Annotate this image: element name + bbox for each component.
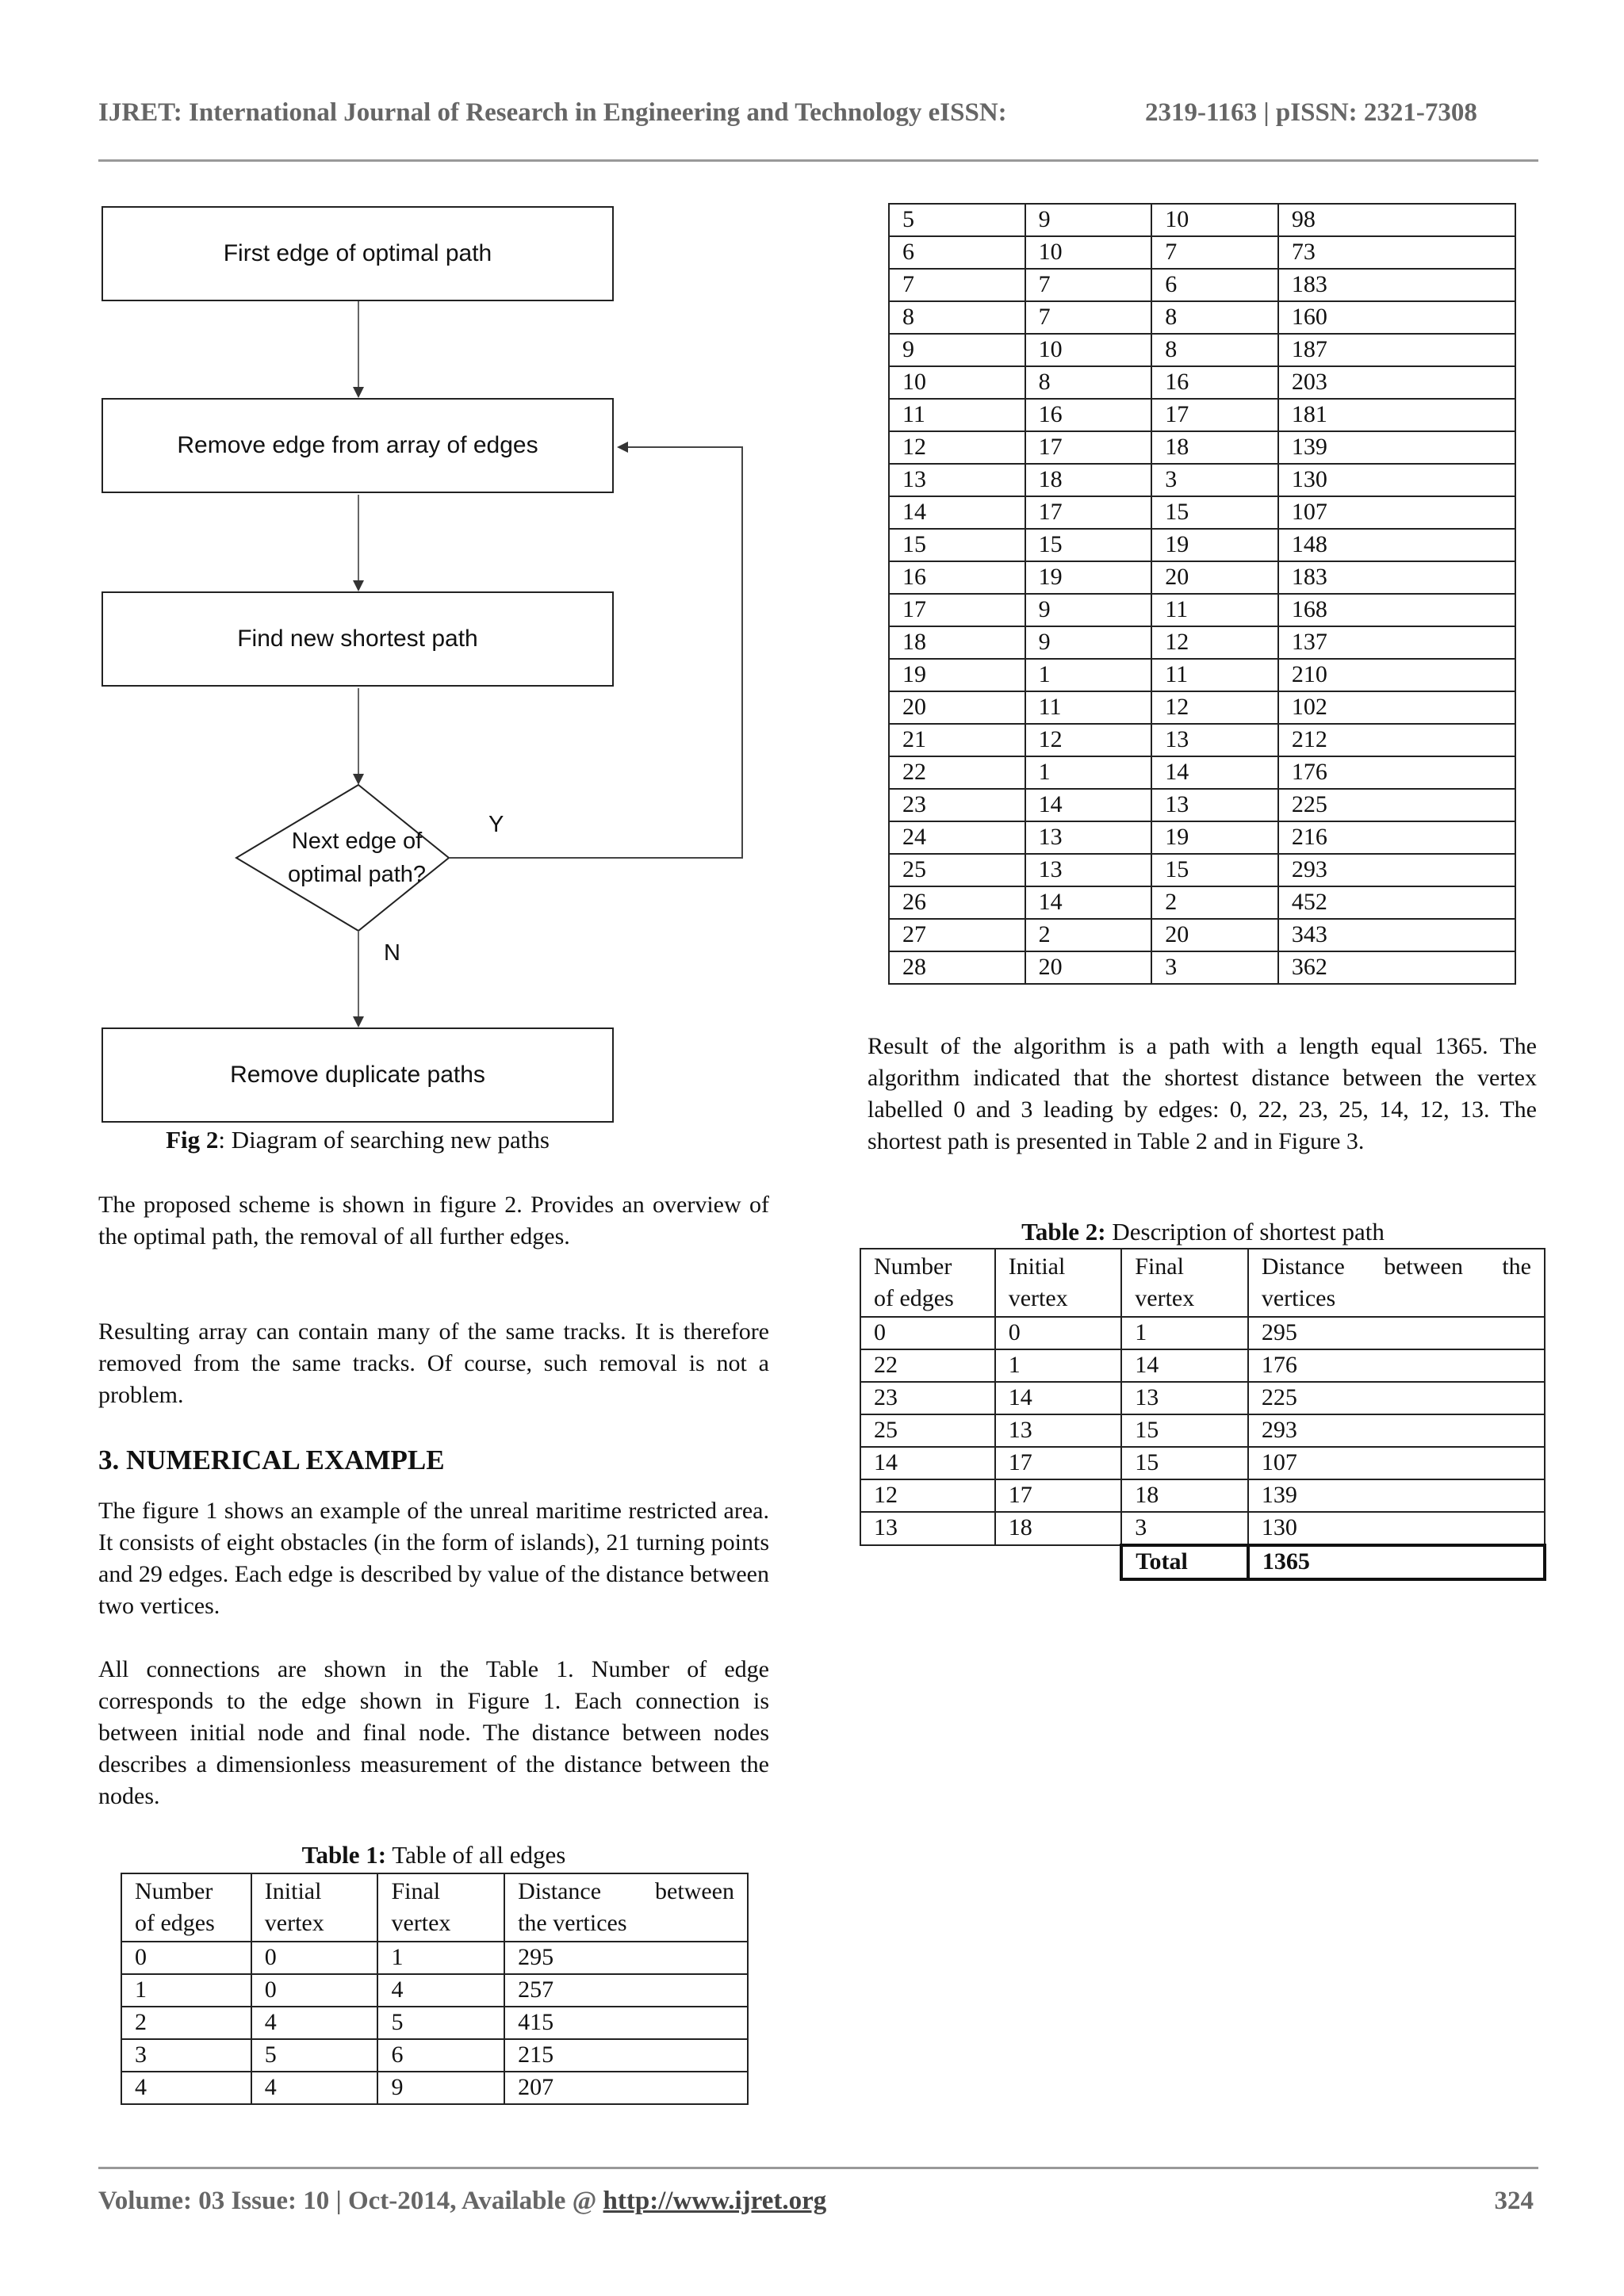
table-cell: 9 [1025,594,1152,626]
table-cell: 11 [1025,691,1152,724]
table-row [889,204,1515,236]
table-cell: 13 [889,464,1025,496]
table-cell: 11 [889,399,1025,431]
table-cell: 15 [889,529,1025,561]
flow-step-remove-edge: Remove edge from array of edges [102,398,614,493]
table-cell: 11 [1151,594,1278,626]
flow-no-label: N [384,940,400,966]
table-cell: 18 [889,626,1025,659]
table-cell: 27 [889,919,1025,951]
table-cell: 168 [1278,594,1515,626]
table-row [889,756,1515,789]
table-cell: 28 [889,951,1025,984]
table-cell: 8 [889,301,1025,334]
table-cell: 17 [1025,496,1152,529]
table-cell: 3 [1151,951,1278,984]
table-cell: 210 [1278,659,1515,691]
table1-caption-label: Table 1: [301,1841,387,1869]
table-row [889,529,1515,561]
table1-header-final: Final vertex [377,1873,504,1942]
table2-header-row [860,1249,1545,1317]
table-row [889,951,1515,984]
table-cell: 25 [889,854,1025,886]
table-cell: 343 [1278,919,1515,951]
table-row [889,464,1515,496]
table-row: 1 0 4 257 [121,1974,748,2007]
table-cell: 16 [1151,366,1278,399]
issn-numbers: 2319-1163 | pISSN: 2321-7308 [1145,98,1477,127]
table-cell: 11 [1151,659,1278,691]
table-cell: 293 [1278,854,1515,886]
table-cell: 13 [1025,854,1152,886]
table-cell: 18 [1025,464,1152,496]
table-cell: 137 [1278,626,1515,659]
table-cell: 19 [1025,561,1152,594]
table-cell: 98 [1278,204,1515,236]
table-cell: 9 [889,334,1025,366]
table-cell: 20 [1151,919,1278,951]
table-row [889,789,1515,821]
table-cell: 130 [1278,464,1515,496]
table-cell: 183 [1278,561,1515,594]
table-cell: 1 [1025,756,1152,789]
table-cell: 9 [1025,626,1152,659]
table-cell: 10 [1025,334,1152,366]
table-row: 12 17 18 139 [860,1479,1545,1512]
table-row [889,594,1515,626]
table-cell: 14 [889,496,1025,529]
footer-rule [98,2167,1538,2169]
table-cell: 6 [889,236,1025,269]
table-cell: 17 [889,594,1025,626]
table-cell: 14 [1151,756,1278,789]
table-cell: 216 [1278,821,1515,854]
flowchart-connectors [0,0,793,1142]
paragraph-connections: All connections are shown in the Table 1. Number of edge corresponds to the edge shown in Figure 1. Each connection is between initial node and final node. The distance between nodes describes a dimensionless measurement of the distance between the nodes. [98,1656,769,1809]
decision-line-1: Next edge of [291,828,423,854]
table-cell: 14 [1025,789,1152,821]
table-cell: 187 [1278,334,1515,366]
table-row: 25 13 15 293 [860,1414,1545,1447]
table-row [889,691,1515,724]
table-cell: 452 [1278,886,1515,919]
table-cell: 148 [1278,529,1515,561]
table-row [889,399,1515,431]
table-row: 2 4 5 415 [121,2007,748,2039]
table-cell: 7 [889,269,1025,301]
table-row [889,724,1515,756]
table-row: 14 17 15 107 [860,1447,1545,1479]
table2-total-row [860,1545,1545,1579]
table-cell: 3 [1151,464,1278,496]
table1-header-distance: Distance between the vertices [504,1873,748,1942]
paragraph-proposed-scheme: The proposed scheme is shown in figure 2. Provides an overview of the optimal path, the removal of all further edges. [98,1192,769,1249]
table-cell: 10 [1151,204,1278,236]
table-cell: 24 [889,821,1025,854]
table-cell: 20 [1151,561,1278,594]
table-cell: 10 [1025,236,1152,269]
table-cell: 15 [1025,529,1152,561]
table-cell: 8 [1025,366,1152,399]
page-number: 324 [1494,2187,1534,2215]
table-row: 0 0 1 295 [121,1942,748,1974]
table2-caption [860,1218,1546,1246]
paragraph-figure1: The figure 1 shows an example of the unreal maritime restricted area. It consists of eight obstacles (in the form of islands), 21 turning points and 29 edges. Each edge is described by value of the distance between two vertices. [98,1498,769,1619]
fig2-caption-text: : Diagram of searching new paths [218,1126,550,1154]
table-cell: 203 [1278,366,1515,399]
table2-header-final: Final vertex [1121,1249,1248,1317]
table-cell: 102 [1278,691,1515,724]
table-cell: 26 [889,886,1025,919]
table2 [860,1248,1546,1581]
table-row [889,366,1515,399]
table-row [889,821,1515,854]
paragraph-resulting-array: Resulting array can contain many of the same tracks. It is therefore removed from the same tracks. Of course, such removal is not a problem. [98,1318,769,1408]
table-cell: 15 [1151,496,1278,529]
table-cell: 73 [1278,236,1515,269]
table-cell: 15 [1151,854,1278,886]
table-cell: 19 [1151,821,1278,854]
table2-total-value: 1365 [1248,1545,1545,1579]
table-cell: 5 [889,204,1025,236]
table2-caption-text: Description of shortest path [1105,1218,1385,1246]
table-cell: 181 [1278,399,1515,431]
table-cell: 1 [1025,659,1152,691]
flow-yes-label: Y [488,812,504,837]
section-heading: 3. NUMERICAL EXAMPLE [98,1445,445,1475]
table-cell: 8 [1151,301,1278,334]
table-cell: 20 [889,691,1025,724]
flow-step-remove-duplicates: Remove duplicate paths [102,1027,614,1123]
table-row [889,626,1515,659]
table-cell: 9 [1025,204,1152,236]
table-cell: 12 [1151,626,1278,659]
table2-header-initial: Initial vertex [995,1249,1122,1317]
table2-header-distance: Distance between the vertices [1248,1249,1545,1317]
table-cell: 7 [1151,236,1278,269]
table1-caption [121,1841,747,1869]
table-cell: 20 [1025,951,1152,984]
table-cell: 7 [1025,301,1152,334]
table-row [889,236,1515,269]
table1 [121,1873,749,2105]
table-row [889,886,1515,919]
table-cell: 6 [1151,269,1278,301]
table-cell: 2 [1151,886,1278,919]
table-cell: 17 [1025,431,1152,464]
table2-caption-label: Table 2: [1021,1218,1106,1246]
table-row [889,659,1515,691]
table-cell: 13 [1151,724,1278,756]
table-row: 3 5 6 215 [121,2039,748,2072]
table-cell: 225 [1278,789,1515,821]
table-cell: 18 [1151,431,1278,464]
table-cell: 107 [1278,496,1515,529]
table-cell: 362 [1278,951,1515,984]
table-cell: 8 [1151,334,1278,366]
table-row [889,269,1515,301]
fig2-caption-label: Fig 2 [166,1126,219,1154]
table1-caption-text: Table of all edges [386,1841,566,1869]
table-cell: 19 [1151,529,1278,561]
table-cell: 160 [1278,301,1515,334]
table-row: 23 14 13 225 [860,1382,1545,1414]
table-cell: 16 [1025,399,1152,431]
table-cell: 13 [1025,821,1152,854]
table-row [889,496,1515,529]
flow-step-find-path: Find new shortest path [102,591,614,687]
table-cell: 212 [1278,724,1515,756]
table-cell: 14 [1025,886,1152,919]
table-cell: 183 [1278,269,1515,301]
table2-header-number: Number of edges [860,1249,995,1317]
table-cell: 19 [889,659,1025,691]
footer-volume: Volume: 03 Issue: 10 | Oct-2014, Available @ [98,2187,603,2215]
running-footer [98,2187,1534,2216]
table-cell: 23 [889,789,1025,821]
table1-header-initial: Initial vertex [251,1873,378,1942]
table-cell: 12 [1025,724,1152,756]
table-cell: 22 [889,756,1025,789]
decision-line-2: optimal path? [287,862,427,887]
table-row [889,334,1515,366]
journal-title: IJRET: International Journal of Research in Engineering and Technology eISSN: [98,98,1007,127]
table-cell: 176 [1278,756,1515,789]
footer-url-link[interactable]: http://www.ijret.org [603,2187,827,2215]
flow-decision-text [262,825,452,891]
table-row [889,919,1515,951]
table-cell: 16 [889,561,1025,594]
table-row: 4 4 9 207 [121,2072,748,2104]
table-row: 22 1 14 176 [860,1349,1545,1382]
table-cell: 13 [1151,789,1278,821]
table-cell: 139 [1278,431,1515,464]
table-cell: 7 [1025,269,1152,301]
table1-header-number: Number of edges [121,1873,251,1942]
table-row: 13 18 3 130 [860,1512,1545,1545]
table-row [889,431,1515,464]
table2-total-label: Total [1121,1545,1248,1579]
table1-continued [888,203,1516,985]
table-cell: 12 [1151,691,1278,724]
table-cell: 10 [889,366,1025,399]
table-row [889,301,1515,334]
table-cell: 17 [1151,399,1278,431]
table-row [889,854,1515,886]
table-cell: 21 [889,724,1025,756]
table-cell: 12 [889,431,1025,464]
table1-header-row [121,1873,748,1942]
table-row: 0 0 1 295 [860,1317,1545,1349]
table-cell: 2 [1025,919,1152,951]
table-row [889,561,1515,594]
fig2-caption [102,1126,614,1154]
paragraph-result: Result of the algorithm is a path with a length equal 1365. The algorithm indicated that the shortest distance between the vertex labelled 0 and 3 leading by edges: 0, 22, 23, 25, 14, 12, 13. The shortest path is presented in Table 2 and in Figure 3. [868,1033,1537,1154]
flow-step-first-edge: First edge of optimal path [102,206,614,301]
